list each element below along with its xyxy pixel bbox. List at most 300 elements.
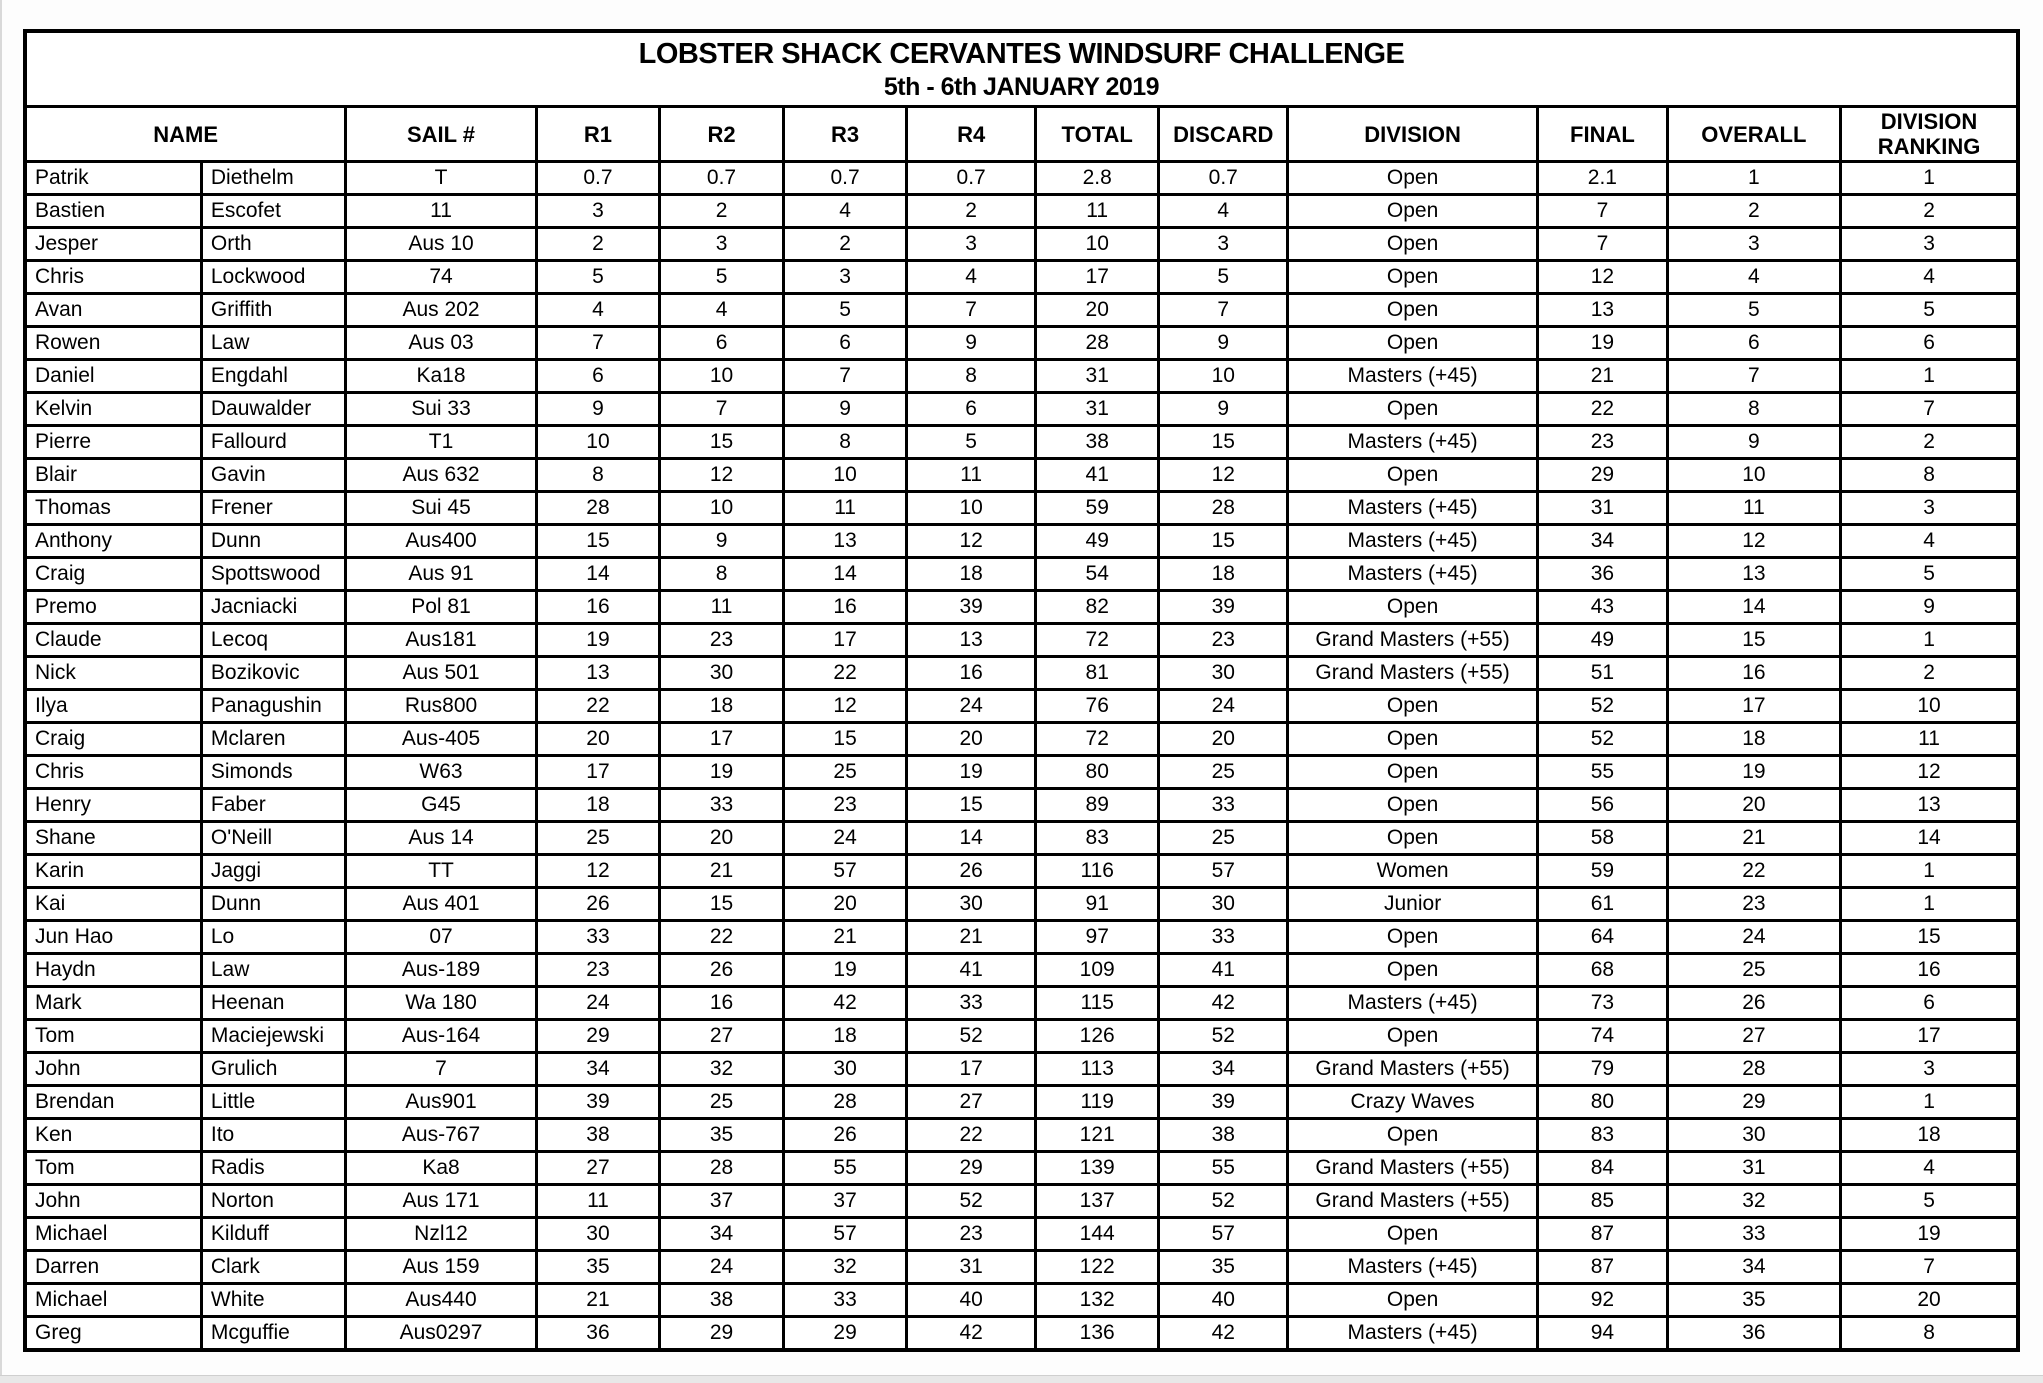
first-cell: Chris — [25, 756, 201, 789]
final-cell: 87 — [1538, 1251, 1668, 1284]
final-cell: 22 — [1538, 393, 1668, 426]
result-row — [25, 294, 2018, 327]
r4-cell: 10 — [907, 492, 1036, 525]
overall-cell: 4 — [1667, 261, 1840, 294]
last-cell: Panagushin — [201, 690, 345, 723]
last-cell: Ito — [201, 1119, 345, 1152]
overall-cell: 27 — [1667, 1020, 1840, 1053]
rank-cell: 3 — [1841, 228, 2018, 261]
result-row — [25, 228, 2018, 261]
result-row — [25, 426, 2018, 459]
total-cell: 139 — [1035, 1152, 1159, 1185]
r4-cell: 5 — [907, 426, 1036, 459]
r4-cell: 3 — [907, 228, 1036, 261]
first-cell: Bastien — [25, 195, 201, 228]
first-cell: Patrik — [25, 162, 201, 195]
r1-cell: 19 — [536, 624, 660, 657]
total-cell: 20 — [1035, 294, 1159, 327]
division-cell: Grand Masters (+55) — [1288, 624, 1538, 657]
total-cell: 136 — [1035, 1317, 1159, 1351]
first-cell: Premo — [25, 591, 201, 624]
sail-cell: Aus 159 — [346, 1251, 536, 1284]
r4-cell: 30 — [907, 888, 1036, 921]
r3-cell: 25 — [783, 756, 907, 789]
first-cell: Shane — [25, 822, 201, 855]
last-cell: O'Neill — [201, 822, 345, 855]
discard-cell: 23 — [1159, 624, 1288, 657]
result-row — [25, 756, 2018, 789]
division-cell: Masters (+45) — [1288, 492, 1538, 525]
overall-cell: 9 — [1667, 426, 1840, 459]
sail-cell: Aus-189 — [346, 954, 536, 987]
division-cell: Open — [1288, 822, 1538, 855]
sail-cell: W63 — [346, 756, 536, 789]
r1-cell: 35 — [536, 1251, 660, 1284]
total-cell: 126 — [1035, 1020, 1159, 1053]
result-row — [25, 360, 2018, 393]
r3-cell: 7 — [783, 360, 907, 393]
overall-cell: 25 — [1667, 954, 1840, 987]
sail-cell: Ka18 — [346, 360, 536, 393]
rank-cell: 3 — [1841, 1053, 2018, 1086]
result-row — [25, 1152, 2018, 1185]
rank-cell: 3 — [1841, 492, 2018, 525]
sail-cell: Aus400 — [346, 525, 536, 558]
division-cell: Masters (+45) — [1288, 987, 1538, 1020]
discard-cell: 52 — [1159, 1020, 1288, 1053]
last-cell: Orth — [201, 228, 345, 261]
r2-cell: 34 — [660, 1218, 784, 1251]
discard-cell: 57 — [1159, 855, 1288, 888]
sail-cell: Sui 45 — [346, 492, 536, 525]
overall-cell: 18 — [1667, 723, 1840, 756]
division-cell: Open — [1288, 393, 1538, 426]
total-cell: 119 — [1035, 1086, 1159, 1119]
r4-cell: 31 — [907, 1251, 1036, 1284]
last-cell: Engdahl — [201, 360, 345, 393]
r4-cell: 8 — [907, 360, 1036, 393]
r3-cell: 20 — [783, 888, 907, 921]
last-cell: Mclaren — [201, 723, 345, 756]
r2-cell: 17 — [660, 723, 784, 756]
rank-cell: 11 — [1841, 723, 2018, 756]
discard-cell: 39 — [1159, 591, 1288, 624]
r4-cell: 20 — [907, 723, 1036, 756]
division-cell: Open — [1288, 1218, 1538, 1251]
r4-cell: 33 — [907, 987, 1036, 1020]
total-cell: 115 — [1035, 987, 1159, 1020]
final-cell: 79 — [1538, 1053, 1668, 1086]
first-cell: Kelvin — [25, 393, 201, 426]
r1-cell: 18 — [536, 789, 660, 822]
sail-cell: T1 — [346, 426, 536, 459]
total-cell: 54 — [1035, 558, 1159, 591]
discard-cell: 15 — [1159, 426, 1288, 459]
discard-cell: 42 — [1159, 987, 1288, 1020]
division-cell: Grand Masters (+55) — [1288, 1152, 1538, 1185]
col-header-r4: R4 — [907, 107, 1036, 162]
rank-cell: 8 — [1841, 459, 2018, 492]
r1-cell: 29 — [536, 1020, 660, 1053]
discard-cell: 9 — [1159, 327, 1288, 360]
r1-cell: 5 — [536, 261, 660, 294]
r3-cell: 30 — [783, 1053, 907, 1086]
r3-cell: 28 — [783, 1086, 907, 1119]
r4-cell: 16 — [907, 657, 1036, 690]
last-cell: Griffith — [201, 294, 345, 327]
overall-cell: 1 — [1667, 162, 1840, 195]
division-cell: Open — [1288, 954, 1538, 987]
last-cell: Grulich — [201, 1053, 345, 1086]
last-cell: Dauwalder — [201, 393, 345, 426]
division-cell: Open — [1288, 228, 1538, 261]
first-cell: John — [25, 1185, 201, 1218]
r4-cell: 4 — [907, 261, 1036, 294]
result-row — [25, 1020, 2018, 1053]
r4-cell: 26 — [907, 855, 1036, 888]
sail-cell: Rus800 — [346, 690, 536, 723]
discard-cell: 30 — [1159, 888, 1288, 921]
last-cell: Gavin — [201, 459, 345, 492]
rank-cell: 20 — [1841, 1284, 2018, 1317]
r3-cell: 3 — [783, 261, 907, 294]
total-cell: 31 — [1035, 360, 1159, 393]
first-cell: Nick — [25, 657, 201, 690]
division-cell: Women — [1288, 855, 1538, 888]
discard-cell: 52 — [1159, 1185, 1288, 1218]
discard-cell: 4 — [1159, 195, 1288, 228]
total-cell: 97 — [1035, 921, 1159, 954]
first-cell: Karin — [25, 855, 201, 888]
final-cell: 51 — [1538, 657, 1668, 690]
sail-cell: Aus 91 — [346, 558, 536, 591]
r1-cell: 6 — [536, 360, 660, 393]
r4-cell: 14 — [907, 822, 1036, 855]
overall-cell: 21 — [1667, 822, 1840, 855]
r4-cell: 13 — [907, 624, 1036, 657]
final-cell: 92 — [1538, 1284, 1668, 1317]
rank-cell: 1 — [1841, 624, 2018, 657]
result-row — [25, 1185, 2018, 1218]
r4-cell: 40 — [907, 1284, 1036, 1317]
r3-cell: 17 — [783, 624, 907, 657]
discard-cell: 30 — [1159, 657, 1288, 690]
first-cell: Jesper — [25, 228, 201, 261]
total-cell: 59 — [1035, 492, 1159, 525]
r2-cell: 26 — [660, 954, 784, 987]
division-cell: Masters (+45) — [1288, 1251, 1538, 1284]
r3-cell: 32 — [783, 1251, 907, 1284]
r2-cell: 3 — [660, 228, 784, 261]
division-cell: Masters (+45) — [1288, 1317, 1538, 1351]
r3-cell: 19 — [783, 954, 907, 987]
r4-cell: 52 — [907, 1020, 1036, 1053]
results-table — [23, 29, 2020, 1352]
r1-cell: 11 — [536, 1185, 660, 1218]
r3-cell: 21 — [783, 921, 907, 954]
r3-cell: 18 — [783, 1020, 907, 1053]
discard-cell: 3 — [1159, 228, 1288, 261]
sail-cell: Aus-164 — [346, 1020, 536, 1053]
r1-cell: 36 — [536, 1317, 660, 1351]
total-cell: 17 — [1035, 261, 1159, 294]
r4-cell: 18 — [907, 558, 1036, 591]
first-cell: Ilya — [25, 690, 201, 723]
r2-cell: 10 — [660, 492, 784, 525]
r2-cell: 9 — [660, 525, 784, 558]
total-cell: 144 — [1035, 1218, 1159, 1251]
sail-cell: 74 — [346, 261, 536, 294]
r3-cell: 23 — [783, 789, 907, 822]
division-cell: Grand Masters (+55) — [1288, 657, 1538, 690]
overall-cell: 22 — [1667, 855, 1840, 888]
r1-cell: 28 — [536, 492, 660, 525]
overall-cell: 16 — [1667, 657, 1840, 690]
overall-cell: 15 — [1667, 624, 1840, 657]
last-cell: Law — [201, 954, 345, 987]
r2-cell: 5 — [660, 261, 784, 294]
final-cell: 29 — [1538, 459, 1668, 492]
col-header-overall: OVERALL — [1667, 107, 1840, 162]
first-cell: Michael — [25, 1284, 201, 1317]
col-header-total: TOTAL — [1035, 107, 1159, 162]
final-cell: 2.1 — [1538, 162, 1668, 195]
r1-cell: 16 — [536, 591, 660, 624]
discard-cell: 15 — [1159, 525, 1288, 558]
total-cell: 121 — [1035, 1119, 1159, 1152]
sail-cell: Aus 202 — [346, 294, 536, 327]
final-cell: 83 — [1538, 1119, 1668, 1152]
discard-cell: 34 — [1159, 1053, 1288, 1086]
r2-cell: 25 — [660, 1086, 784, 1119]
final-cell: 59 — [1538, 855, 1668, 888]
rank-cell: 7 — [1841, 393, 2018, 426]
final-cell: 21 — [1538, 360, 1668, 393]
r1-cell: 3 — [536, 195, 660, 228]
final-cell: 52 — [1538, 690, 1668, 723]
division-cell: Open — [1288, 756, 1538, 789]
discard-cell: 57 — [1159, 1218, 1288, 1251]
sail-cell: Wa 180 — [346, 987, 536, 1020]
final-cell: 31 — [1538, 492, 1668, 525]
division-cell: Open — [1288, 1284, 1538, 1317]
last-cell: Mcguffie — [201, 1317, 345, 1351]
rank-cell: 2 — [1841, 657, 2018, 690]
result-row — [25, 525, 2018, 558]
first-cell: Claude — [25, 624, 201, 657]
r1-cell: 24 — [536, 987, 660, 1020]
r1-cell: 17 — [536, 756, 660, 789]
discard-cell: 33 — [1159, 789, 1288, 822]
rank-cell: 1 — [1841, 162, 2018, 195]
total-cell: 122 — [1035, 1251, 1159, 1284]
first-cell: John — [25, 1053, 201, 1086]
first-cell: Rowen — [25, 327, 201, 360]
sail-cell: Aus 03 — [346, 327, 536, 360]
first-cell: Henry — [25, 789, 201, 822]
r4-cell: 39 — [907, 591, 1036, 624]
last-cell: Kilduff — [201, 1218, 345, 1251]
last-cell: Radis — [201, 1152, 345, 1185]
result-row — [25, 690, 2018, 723]
r2-cell: 15 — [660, 426, 784, 459]
r3-cell: 8 — [783, 426, 907, 459]
division-cell: Open — [1288, 921, 1538, 954]
sail-cell: Ka8 — [346, 1152, 536, 1185]
r4-cell: 19 — [907, 756, 1036, 789]
r4-cell: 7 — [907, 294, 1036, 327]
rank-cell: 15 — [1841, 921, 2018, 954]
discard-cell: 7 — [1159, 294, 1288, 327]
first-cell: Kai — [25, 888, 201, 921]
rank-cell: 2 — [1841, 195, 2018, 228]
total-cell: 116 — [1035, 855, 1159, 888]
r4-cell: 41 — [907, 954, 1036, 987]
discard-cell: 40 — [1159, 1284, 1288, 1317]
division-cell: Open — [1288, 162, 1538, 195]
division-cell: Grand Masters (+55) — [1288, 1053, 1538, 1086]
r2-cell: 21 — [660, 855, 784, 888]
r1-cell: 39 — [536, 1086, 660, 1119]
last-cell: Clark — [201, 1251, 345, 1284]
r4-cell: 6 — [907, 393, 1036, 426]
result-row — [25, 558, 2018, 591]
r3-cell: 9 — [783, 393, 907, 426]
r1-cell: 8 — [536, 459, 660, 492]
table-title-cell — [25, 31, 2018, 107]
r2-cell: 24 — [660, 1251, 784, 1284]
final-cell: 43 — [1538, 591, 1668, 624]
final-cell: 52 — [1538, 723, 1668, 756]
final-cell: 55 — [1538, 756, 1668, 789]
r2-cell: 29 — [660, 1317, 784, 1351]
total-cell: 38 — [1035, 426, 1159, 459]
last-cell: Dunn — [201, 525, 345, 558]
total-cell: 89 — [1035, 789, 1159, 822]
r3-cell: 33 — [783, 1284, 907, 1317]
r2-cell: 20 — [660, 822, 784, 855]
first-cell: Thomas — [25, 492, 201, 525]
last-cell: White — [201, 1284, 345, 1317]
result-row — [25, 921, 2018, 954]
r1-cell: 4 — [536, 294, 660, 327]
rank-cell: 5 — [1841, 558, 2018, 591]
total-cell: 28 — [1035, 327, 1159, 360]
r1-cell: 21 — [536, 1284, 660, 1317]
sail-cell: Pol 81 — [346, 591, 536, 624]
overall-cell: 29 — [1667, 1086, 1840, 1119]
division-cell: Crazy Waves — [1288, 1086, 1538, 1119]
r1-cell: 34 — [536, 1053, 660, 1086]
r1-cell: 20 — [536, 723, 660, 756]
total-cell: 82 — [1035, 591, 1159, 624]
overall-cell: 17 — [1667, 690, 1840, 723]
last-cell: Jaggi — [201, 855, 345, 888]
first-cell: Mark — [25, 987, 201, 1020]
result-row — [25, 657, 2018, 690]
col-header-discard: DISCARD — [1159, 107, 1288, 162]
final-cell: 73 — [1538, 987, 1668, 1020]
last-cell: Maciejewski — [201, 1020, 345, 1053]
division-cell: Junior — [1288, 888, 1538, 921]
division-cell: Masters (+45) — [1288, 426, 1538, 459]
final-cell: 7 — [1538, 195, 1668, 228]
event-title: LOBSTER SHACK CERVANTES WINDSURF CHALLENGE — [638, 38, 1405, 70]
result-row — [25, 459, 2018, 492]
r2-cell: 27 — [660, 1020, 784, 1053]
r2-cell: 2 — [660, 195, 784, 228]
discard-cell: 9 — [1159, 393, 1288, 426]
col-header-sail: SAIL # — [346, 107, 536, 162]
last-cell: Dunn — [201, 888, 345, 921]
r2-cell: 33 — [660, 789, 784, 822]
rank-cell: 9 — [1841, 591, 2018, 624]
r1-cell: 38 — [536, 1119, 660, 1152]
rank-cell: 8 — [1841, 1317, 2018, 1351]
sail-cell: 11 — [346, 195, 536, 228]
r4-cell: 0.7 — [907, 162, 1036, 195]
final-cell: 87 — [1538, 1218, 1668, 1251]
final-cell: 13 — [1538, 294, 1668, 327]
total-cell: 49 — [1035, 525, 1159, 558]
rank-cell: 17 — [1841, 1020, 2018, 1053]
sail-cell: TT — [346, 855, 536, 888]
overall-cell: 34 — [1667, 1251, 1840, 1284]
result-row — [25, 393, 2018, 426]
r2-cell: 30 — [660, 657, 784, 690]
discard-cell: 28 — [1159, 492, 1288, 525]
r2-cell: 35 — [660, 1119, 784, 1152]
total-cell: 11 — [1035, 195, 1159, 228]
division-cell: Open — [1288, 1119, 1538, 1152]
col-header-division: DIVISION — [1288, 107, 1538, 162]
sail-cell: Aus-767 — [346, 1119, 536, 1152]
result-row — [25, 1218, 2018, 1251]
r2-cell: 11 — [660, 591, 784, 624]
rank-cell: 6 — [1841, 987, 2018, 1020]
division-cell: Open — [1288, 195, 1538, 228]
total-cell: 41 — [1035, 459, 1159, 492]
r3-cell: 29 — [783, 1317, 907, 1351]
first-cell: Tom — [25, 1152, 201, 1185]
r1-cell: 0.7 — [536, 162, 660, 195]
sail-cell: Aus 10 — [346, 228, 536, 261]
discard-cell: 25 — [1159, 822, 1288, 855]
rank-cell: 1 — [1841, 888, 2018, 921]
rank-cell: 14 — [1841, 822, 2018, 855]
total-cell: 72 — [1035, 723, 1159, 756]
r2-cell: 22 — [660, 921, 784, 954]
rank-cell: 5 — [1841, 294, 2018, 327]
sail-cell: Aus 401 — [346, 888, 536, 921]
sail-cell: Aus 501 — [346, 657, 536, 690]
col-header-r2: R2 — [660, 107, 784, 162]
last-cell: Norton — [201, 1185, 345, 1218]
overall-cell: 14 — [1667, 591, 1840, 624]
col-header-r1: R1 — [536, 107, 660, 162]
division-cell: Masters (+45) — [1288, 525, 1538, 558]
result-row — [25, 1119, 2018, 1152]
r2-cell: 32 — [660, 1053, 784, 1086]
result-row — [25, 822, 2018, 855]
last-cell: Diethelm — [201, 162, 345, 195]
r2-cell: 16 — [660, 987, 784, 1020]
sail-cell: Aus901 — [346, 1086, 536, 1119]
final-cell: 56 — [1538, 789, 1668, 822]
overall-cell: 26 — [1667, 987, 1840, 1020]
division-cell: Open — [1288, 459, 1538, 492]
r1-cell: 15 — [536, 525, 660, 558]
